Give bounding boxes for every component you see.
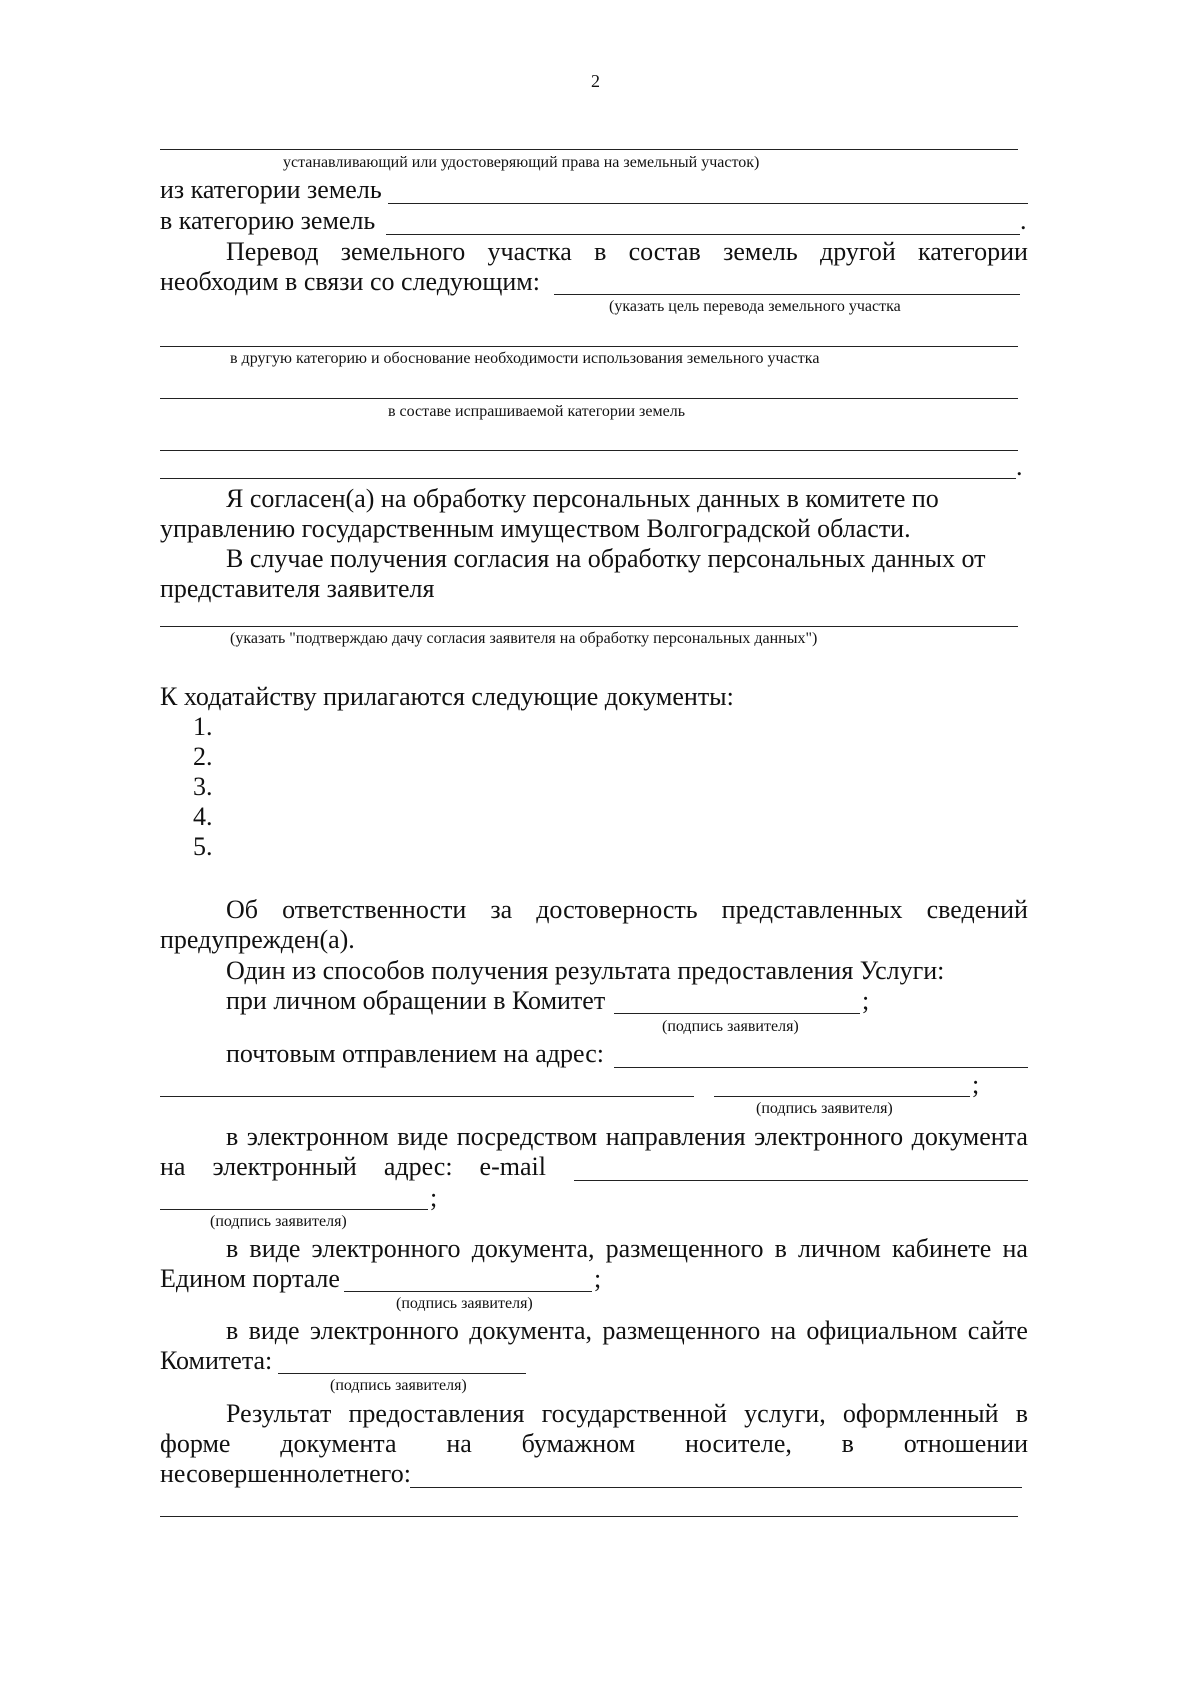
semicolon: ; [594,1264,602,1293]
caption-purpose-continued: в другую категорию и обоснование необходимости использования земельного участка [230,350,820,367]
portal-label: Едином портале [160,1264,340,1293]
email-label: на электронный адрес: e-mail [160,1152,546,1181]
to-category-label: в категорию земель [160,206,376,235]
representative-text-line2: представителя заявителя [160,574,435,603]
purpose-field [554,294,1020,295]
consent-text-line1: Я согласен(а) на обработку персональных данных в комитете по [226,484,939,513]
one-of-ways-text: Один из способов получения результата предоставления Услуги: [226,956,945,985]
email-field [574,1180,1028,1181]
signature-caption: (подпись заявителя) [396,1295,533,1312]
warned-text: предупрежден(а). [160,925,355,954]
transfer-paragraph-line1: Перевод земельного участка в состав земель другой категории [226,237,1028,266]
signature-caption: (подпись заявителя) [756,1100,893,1117]
attached-item-2: 2. [193,742,213,771]
result-line1: Результат предоставления государственной услуги, оформленный в [226,1399,1028,1428]
caption-purpose: (указать цель перевода земельного участка [609,298,901,315]
purpose-line-3 [160,398,1018,399]
minor-label: несовершеннолетнего: [160,1459,411,1488]
period: . [1016,452,1023,481]
from-category-field [388,203,1028,204]
signature-caption: (подпись заявителя) [662,1018,799,1035]
consent-text-line2: управлению государственным имуществом Волгоградской области. [160,514,911,543]
caption-confirm: (указать "подтверждаю дачу согласия заявителя на обработку персональных данных") [230,630,818,647]
postal-address-field [614,1067,1028,1068]
to-category-field [386,234,1020,235]
postal-label: почтовым отправлением на адрес: [226,1039,604,1068]
attached-item-5: 5. [193,832,213,861]
postal-signature-field [714,1096,970,1097]
signature-caption: (подпись заявителя) [210,1213,347,1230]
result-line2: форме документа на бумажном носителе, в отношении [160,1429,1028,1458]
site-signature-field [278,1373,526,1374]
postal-address-field-line2 [160,1096,694,1097]
confirm-field [160,626,1018,627]
purpose-line-2 [160,346,1018,347]
caption-requested-category: в составе испрашиваемой категории земель [388,403,685,420]
minor-field [410,1487,1022,1488]
from-category-label: из категории земель [160,175,382,204]
signature-caption: (подпись заявителя) [330,1377,467,1394]
purpose-line-4 [160,450,1018,451]
attached-item-1: 1. [193,712,213,741]
attached-item-3: 3. [193,772,213,801]
attached-item-4: 4. [193,802,213,831]
email-signature-field [160,1209,428,1210]
portal-line1: в виде электронного документа, размещенного в личном кабинете на [226,1234,1028,1263]
electronic-line1: в электронном виде посредством направления электронного документа [226,1122,1028,1151]
necessary-due-label: необходим в связи со следующим: [160,267,540,296]
site-line1: в виде электронного документа, размещенного на официальном сайте [226,1316,1028,1345]
page-number: 2 [591,71,600,91]
in-person-signature-field [614,1013,860,1014]
semicolon: ; [862,986,870,1015]
semicolon: ; [430,1183,438,1212]
purpose-line-5 [160,478,1016,479]
caption-rights-document: устанавливающий или удостоверяющий права на земельный участок) [283,154,760,171]
responsibility-line1: Об ответственности за достоверность представленных сведений [226,895,1028,924]
semicolon: ; [972,1070,980,1099]
period: . [1020,206,1027,235]
minor-field-line2 [160,1516,1018,1517]
committee-label: Комитета: [160,1346,273,1375]
attached-documents-heading: К ходатайству прилагаются следующие документы: [160,682,734,711]
portal-signature-field [344,1291,592,1292]
representative-text-line1: В случае получения согласия на обработку персональных данных от [226,544,986,573]
in-person-label: при личном обращении в Комитет [226,986,606,1015]
blank-line [160,149,1018,150]
